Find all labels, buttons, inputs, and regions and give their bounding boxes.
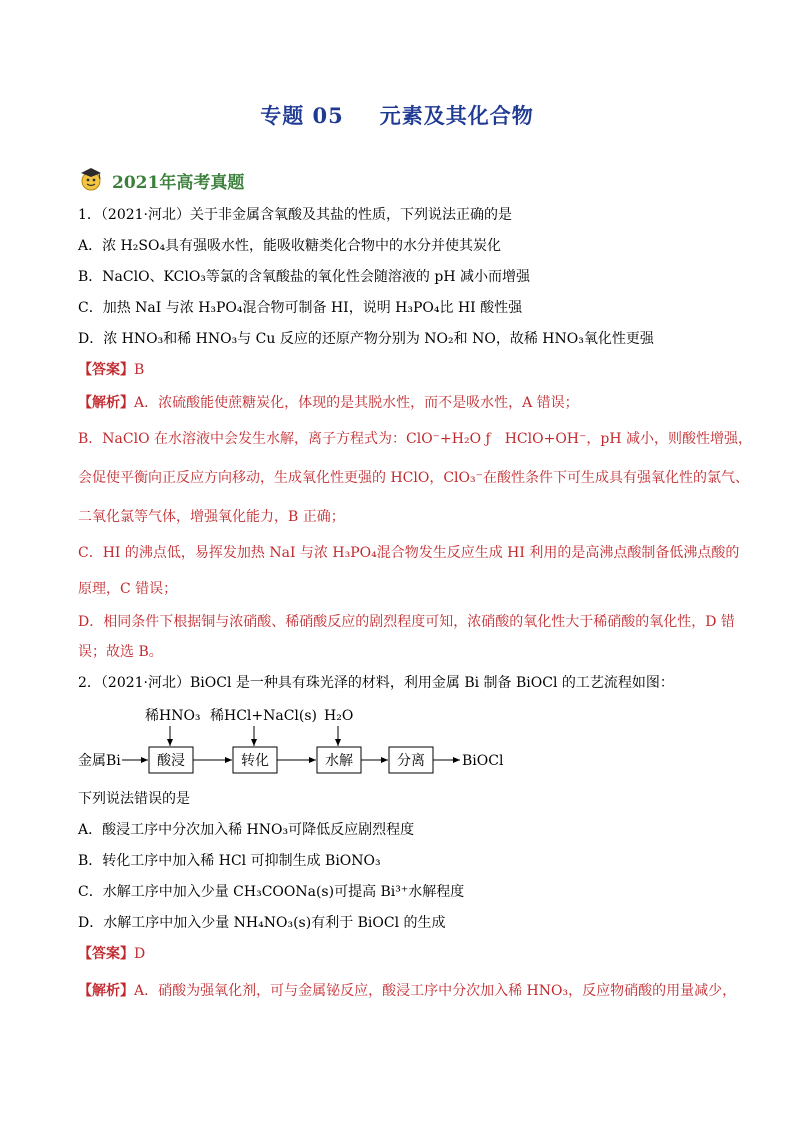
q2-option-c: C．水解工序中加入少量 CH₃COONa(s)可提高 Bi³⁺水解程度 — [78, 884, 465, 900]
q1-analysis-6: D．相同条件下根据铜与浓硝酸、稀硝酸反应的剧烈程度可知，浓硝酸的氧化性大于稀硝酸的氧化性，D 错 — [78, 614, 735, 630]
flow-reagent-2: 稀HCl+NaCl(s) — [210, 708, 318, 724]
page-title — [0, 100, 794, 130]
q1-analysis-0-row — [78, 394, 579, 412]
q2-answer-row — [78, 945, 145, 963]
flow-step-4: 分离 — [397, 753, 425, 769]
process-flow-diagram — [78, 702, 538, 782]
q1-analysis-1: B．NaClO 在水溶液中会发生水解，离子方程式为：ClO⁻+H₂O ƒ HClO+OH⁻，pH 减小，则酸性增强， — [78, 431, 753, 447]
q1-option-a: A．浓 H₂SO₄具有强吸水性，能吸收糖类化合物中的水分并使其炭化 — [78, 238, 502, 254]
section-label: 2021年高考真题 — [112, 173, 245, 193]
flow-step-2: 转化 — [241, 753, 269, 769]
q2-stem: 2．（2021·河北）BiOCl 是一种具有珠光泽的材料，利用金属 Bi 制备 BiOCl 的工艺流程如图： — [78, 675, 674, 691]
q1-analysis-3: 二氧化氯等气体，增强氧化能力，B 正确； — [78, 509, 345, 525]
title-topic-number: 专题 05 — [260, 103, 344, 128]
q2-option-a: A．酸浸工序中分次加入稀 HNO₃可降低反应剧烈程度 — [78, 822, 415, 838]
q1-option-c: C．加热 NaI 与浓 H₃PO₄混合物可制备 HI，说明 H₃PO₄比 HI 酸性强 — [78, 300, 523, 316]
q1-stem: 1．（2021·河北）关于非金属含氧酸及其盐的性质，下列说法正确的是 — [78, 207, 512, 223]
flow-step-3: 水解 — [325, 753, 353, 769]
q1-answer-row — [78, 361, 144, 379]
q1-option-d: D．浓 HNO₃和稀 HNO₃与 Cu 反应的还原产物分别为 NO₂和 NO，故稀 HNO₃氧化性更强 — [78, 331, 654, 347]
q2-option-d: D．水解工序中加入少量 NH₄NO₃(s)有利于 BiOCl 的生成 — [78, 915, 446, 931]
q2-answer-tag: 【答案】 — [78, 946, 134, 962]
flow-end: BiOCl — [462, 753, 504, 769]
q1-analysis-7: 误；故选 B。 — [78, 644, 163, 660]
q1-answer-tag: 【答案】 — [78, 362, 134, 378]
q1-analysis-4: C．HI 的沸点低，易挥发加热 NaI 与浓 H₃PO₄混合物发生反应生成 HI 利用的是高沸点酸制备低沸点酸的 — [78, 545, 740, 561]
title-topic-name: 元素及其化合物 — [379, 103, 534, 128]
q2-analysis-0: A．硝酸为强氧化剂，可与金属铋反应，酸浸工序中分次加入稀 HNO₃，反应物硝酸的用量减少， — [134, 983, 737, 999]
flow-start: 金属Bi — [78, 753, 121, 769]
q2-analysis-0-row — [78, 982, 736, 1000]
q2-option-b: B．转化工序中加入稀 HCl 可抑制生成 BiONO₃ — [78, 853, 381, 869]
q1-analysis-0: A．浓硫酸能使蔗糖炭化，体现的是其脱水性，而不是吸水性，A 错误； — [134, 395, 579, 411]
q1-analysis-5: 原理，C 错误； — [78, 581, 178, 597]
q2-analysis-tag: 【解析】 — [78, 983, 134, 999]
scholar-icon — [78, 166, 104, 192]
q1-analysis-2: 会促使平衡向正反应方向移动，生成氧化性更强的 HClO，ClO₃⁻在酸性条件下可生成具有强氧化性的氯气、 — [78, 470, 749, 486]
flow-reagent-3: H₂O — [324, 708, 354, 724]
flow-reagent-1: 稀HNO₃ — [145, 708, 201, 724]
flow-step-1: 酸浸 — [157, 753, 185, 769]
q2-answer: D — [134, 946, 146, 962]
q2-prompt: 下列说法错误的是 — [78, 791, 190, 807]
q1-analysis-tag: 【解析】 — [78, 395, 134, 411]
q1-option-b: B．NaClO、KClO₃等氯的含氧酸盐的氧化性会随溶液的 pH 减小而增强 — [78, 269, 530, 285]
q1-answer: B — [134, 362, 145, 378]
